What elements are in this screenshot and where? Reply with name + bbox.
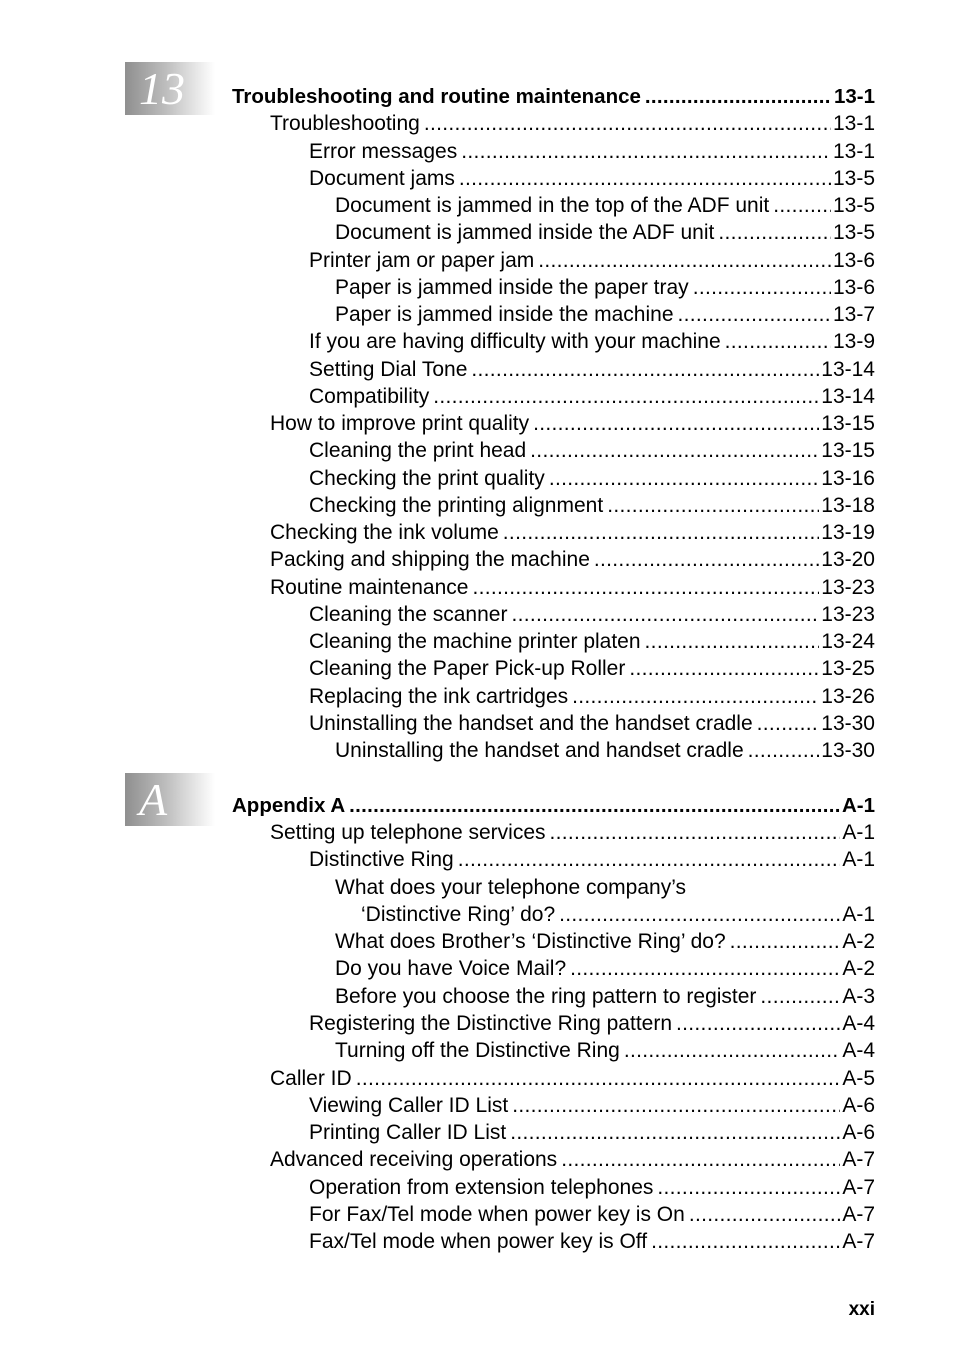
toc-entry[interactable]: Document jams ..... 13-5 xyxy=(309,165,875,192)
toc-entry[interactable]: Do you have Voice Mail? ..... A-2 xyxy=(335,955,875,982)
toc-entry[interactable]: Replacing the ink cartridges ..... 13-26 xyxy=(309,683,875,710)
toc-entry[interactable]: Registering the Distinctive Ring pattern ..... A-4 xyxy=(309,1010,875,1037)
toc-entry[interactable]: Printing Caller ID List ..... A-6 xyxy=(309,1119,875,1146)
toc-entry[interactable]: Before you choose the ring pattern to register ..... A-3 xyxy=(335,983,875,1010)
toc-entry[interactable]: Error messages ..... 13-1 xyxy=(309,138,875,165)
toc-entry[interactable]: Printer jam or paper jam ..... 13-6 xyxy=(309,247,875,274)
toc-entry[interactable]: Troubleshooting ..... 13-1 xyxy=(270,110,875,137)
toc-entry[interactable]: ‘Distinctive Ring’ do? ..... A-1 xyxy=(361,901,875,928)
toc-entry[interactable]: What does Brother’s ‘Distinctive Ring’ do? ..... A-2 xyxy=(335,928,875,955)
chapter-13-tab xyxy=(125,62,215,115)
toc-entry[interactable]: Caller ID ..... A-5 xyxy=(270,1065,875,1092)
toc-entry[interactable]: Checking the print quality ..... 13-16 xyxy=(309,465,875,492)
toc-entry-first-line[interactable]: What does your telephone company’s xyxy=(335,876,686,899)
toc-entry[interactable]: Paper is jammed inside the machine ..... 13-7 xyxy=(335,301,875,328)
toc-entry[interactable]: Uninstalling the handset and the handset cradle ..... 13-30 xyxy=(309,710,875,737)
toc-entry[interactable]: Viewing Caller ID List ..... A-6 xyxy=(309,1092,875,1119)
toc-entry-chapter-heading[interactable]: Troubleshooting and routine maintenance ..... 13-1 xyxy=(232,83,875,110)
toc-entry[interactable]: Distinctive Ring ..... A-1 xyxy=(309,846,875,873)
toc-entry[interactable]: Cleaning the scanner ..... 13-23 xyxy=(309,601,875,628)
toc-entry[interactable]: Routine maintenance ..... 13-23 xyxy=(270,574,875,601)
toc-entry[interactable]: Document is jammed inside the ADF unit ..... 13-5 xyxy=(335,219,875,246)
toc-entry[interactable]: Paper is jammed inside the paper tray ..... 13-6 xyxy=(335,274,875,301)
toc-entry[interactable]: Compatibility ..... 13-14 xyxy=(309,383,875,410)
toc-entry[interactable]: Uninstalling the handset and handset cradle ..... 13-30 xyxy=(335,737,875,764)
toc-entry[interactable]: Advanced receiving operations ..... A-7 xyxy=(270,1146,875,1173)
toc-entry[interactable]: Cleaning the machine printer platen ..... 13-24 xyxy=(309,628,875,655)
toc-entry[interactable]: Turning off the Distinctive Ring ..... A-4 xyxy=(335,1037,875,1064)
toc-entry[interactable]: Checking the printing alignment ..... 13-18 xyxy=(309,492,875,519)
appendix-a-letter: A xyxy=(139,774,168,825)
chapter-13-number: 13 xyxy=(139,63,185,114)
toc-entry-appendix-heading[interactable]: Appendix A ..... A-1 xyxy=(232,792,875,819)
toc-entry[interactable]: Fax/Tel mode when power key is Off ..... A-7 xyxy=(309,1228,875,1255)
toc-entry[interactable]: Setting up telephone services ..... A-1 xyxy=(270,819,875,846)
toc-entry[interactable]: If you are having difficulty with your machine ..... 13-9 xyxy=(309,328,875,355)
toc-entry[interactable]: Packing and shipping the machine ..... 13-20 xyxy=(270,546,875,573)
toc-entry[interactable]: Operation from extension telephones ..... A-7 xyxy=(309,1174,875,1201)
toc-entry[interactable]: Cleaning the Paper Pick-up Roller ..... 13-25 xyxy=(309,655,875,682)
toc-entry[interactable]: Document is jammed in the top of the ADF unit ..... 13-5 xyxy=(335,192,875,219)
page-number: xxi xyxy=(848,1299,875,1320)
toc-entry[interactable]: For Fax/Tel mode when power key is On ..... A-7 xyxy=(309,1201,875,1228)
toc-entry[interactable]: How to improve print quality ..... 13-15 xyxy=(270,410,875,437)
toc-entry[interactable]: Cleaning the print head ..... 13-15 xyxy=(309,437,875,464)
toc-entry[interactable]: Setting Dial Tone ..... 13-14 xyxy=(309,356,875,383)
appendix-a-tab xyxy=(125,773,215,826)
toc-entry[interactable]: Checking the ink volume ..... 13-19 xyxy=(270,519,875,546)
